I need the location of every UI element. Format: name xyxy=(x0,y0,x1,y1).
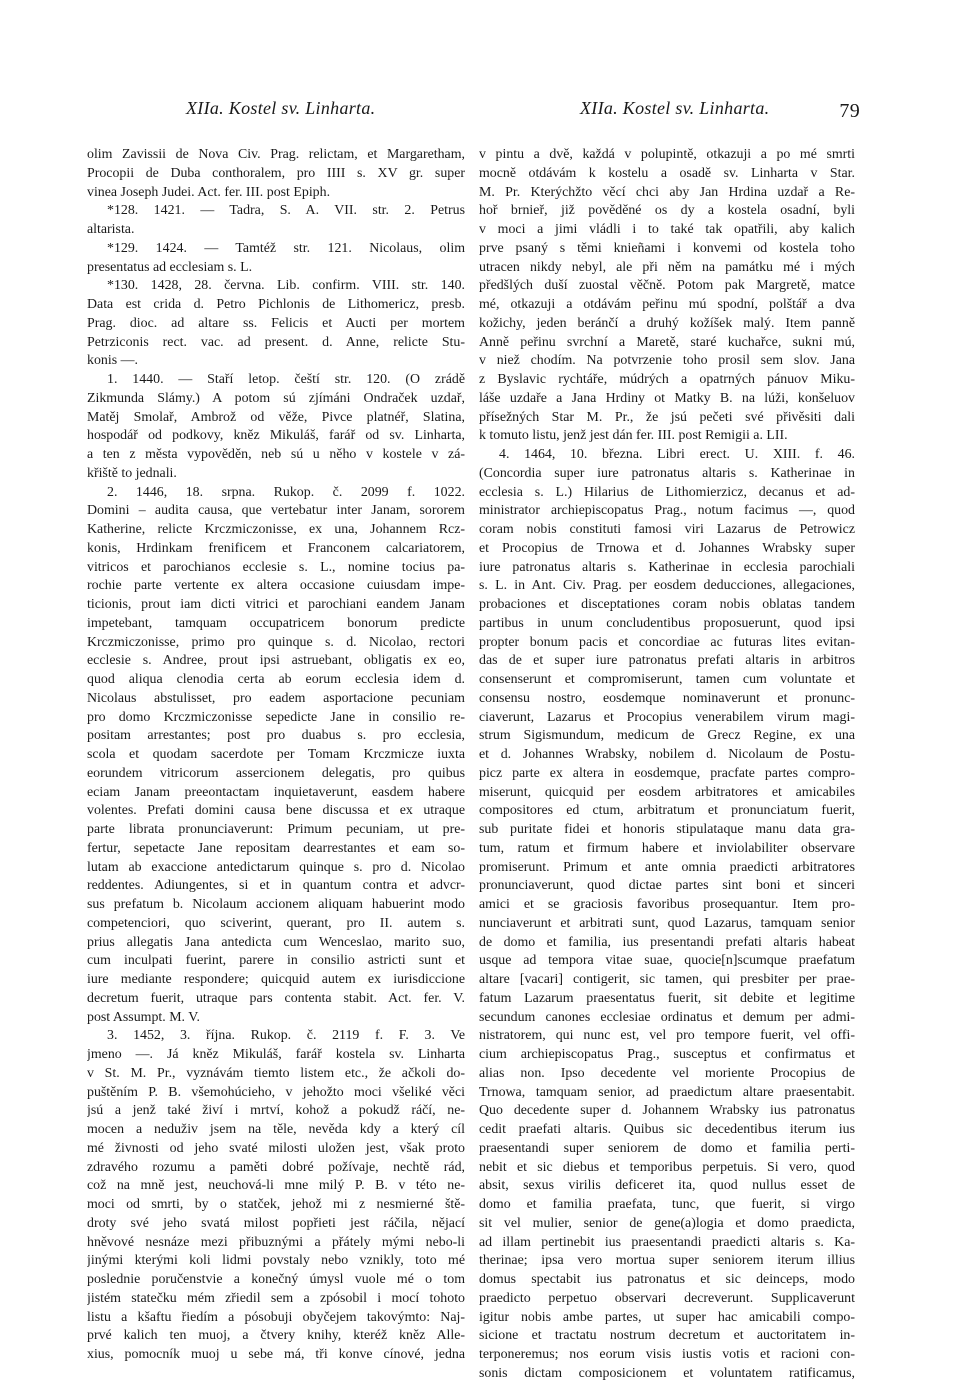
text-line: impetebant, tamquam occupatricem bonorum predicte xyxy=(87,615,465,631)
text-line: pro domo Krczmiczonisse sepedicte Jane in consilio re- xyxy=(87,709,465,725)
text-line: sus prefatum b. Nicolaum accionem aliquam habuerint modo xyxy=(87,897,465,912)
text-line: sicione et tractatu nostrum decretum et auctoritatem in- xyxy=(479,1328,855,1344)
text-line: scola et quodam sacerdote per Tomam Krczmicze iuxta xyxy=(87,747,465,762)
text-line: amici et se graciosis favoribus prosequantur. Item pro- xyxy=(479,897,855,912)
text-line: probaciones et disceptationes coram nobis oblatas tandem xyxy=(479,597,855,612)
text-line: secundum canones ecclesiae ordinatus et demum per admi- xyxy=(479,1009,855,1025)
text-line: křiště to jednali. xyxy=(87,465,177,481)
text-line: Nicolaus abstulisset, pro eadem asportacione pecuniam xyxy=(87,690,465,706)
text-line: sub puritate fidei et honoris stipulataque manu data gra- xyxy=(479,822,855,837)
text-line: z Byslavic rychtáře, múdrých a opatrných pánuov Miku- xyxy=(479,372,855,387)
text-line: promiserunt. Primum et ante omnia praedicti arbitratores xyxy=(479,859,855,875)
text-line: mocně otdávám k kostelu a osadě sv. Linharta v Star. xyxy=(479,165,855,181)
text-line: v moci a jimi vládli i to také tak opatřili, aby kalich xyxy=(479,222,855,237)
text-line: igitur nobis ambe partes, ut super hac amicabili compo- xyxy=(479,1309,855,1325)
text-line: lutam ab exaccione antedictarum quinque s. pro d. Nicolao xyxy=(87,859,465,875)
text-line: competenciori, quo sciverint, querant, pro II. autem s. xyxy=(87,915,465,931)
right-text-column xyxy=(479,146,855,1384)
text-line: puštěním P. B. všemohúcieho, v jehožto moci všeliké věci xyxy=(87,1084,465,1100)
text-line: 2. 1446, 18. srpna. Rukop. č. 2099 f. 1022. xyxy=(107,484,465,500)
text-line: Prag. dioc. ad altare ss. Felicis et Aucti per mortem xyxy=(87,315,465,331)
text-line: presentatus ad ecclesiam s. L. xyxy=(87,259,253,275)
text-line: Matěj Smolař, Ambrož od věže, Pivce platnéř, Slatina, xyxy=(87,409,465,425)
text-line: ciaverunt, Lazarus et Procopius venerabilem virum magi- xyxy=(479,709,855,725)
text-line: domo et familia praefata, tunc, que fuerit, si virgo xyxy=(479,1197,855,1212)
text-line: *128. 1421. — Tadra, S. A. VII. str. 2. Petrus xyxy=(107,203,465,219)
text-line: prvé kalich ten muoj, a čtvery knihy, kteréž kněz Alle- xyxy=(87,1328,465,1344)
text-line: coram nobis constituti famosi viri Lazarus de Petrowicz xyxy=(479,522,855,537)
text-line: therinae; ipsa vero mortua super seniorem iterum illius xyxy=(479,1253,855,1269)
text-line: konis, Hrdinkam frenificem et Franconem calcariatorem, xyxy=(87,540,465,556)
text-line: miserunt, quicquid per eosdem arbitratores et amicabiles xyxy=(479,784,855,800)
text-line: de domo et familia, ius presentandi prefati altaris habeat xyxy=(479,934,855,950)
text-line: olim Zavissii de Nova Civ. Prag. relictam, et Margaretham, xyxy=(87,147,465,162)
text-line: domus spectabit ius patronatus et sic deinceps, modo xyxy=(479,1272,855,1287)
text-line: (Concordia super iure patronatus altaris s. Katherinae in xyxy=(479,465,855,481)
text-line: a ten z města vypověděn, neb sú u něho v kostele v zá- xyxy=(87,447,465,462)
text-line: 3. 1452, 3. října. Rukop. č. 2119 f. F. 3. Ve xyxy=(107,1028,465,1044)
text-line: předšlých duší zuostal věčně. Potom pak Margretě, matce xyxy=(479,278,855,294)
text-line: jmeno —. Já kněz Mikuláš, farář kostela sv. Linharta xyxy=(87,1047,465,1062)
text-line: altare [vacari] contigerit, sic tamen, qui presbiter per prae- xyxy=(479,972,855,987)
text-line: k tomuto listu, jenž jest dán fer. III. post Remigii a. LII. xyxy=(479,428,788,444)
text-line: nistratorem, qui nunc est, vel pro tempore fuerit, vel offi- xyxy=(479,1028,855,1044)
text-line: Zikmunda Slámy.) A potom sú zjímáni Ondraček uzdař, xyxy=(87,390,465,406)
text-line: s. L. in Ant. Civ. Prag. per eosdem deducciones, allegaciones, xyxy=(479,578,855,594)
text-line: ecclesie s. Andree, prout ipsi astruebant, obligatis ex eo, xyxy=(87,653,465,669)
text-line: sit vel mulier, senior de gene(a)logia et domo praedicta, xyxy=(479,1215,855,1231)
text-line: jsú a jenž také živí i mrtví, kohož a pokudž ráčí, ne- xyxy=(87,1103,465,1119)
text-line: mé, otkazuji a otdávám peřinu mú spodní, polštář a dva xyxy=(479,297,855,312)
text-line: zdravého rozumu a paměti dobré požívaje, nechtě rád, xyxy=(87,1159,465,1175)
text-line: fatum Lazarum praesentatus fuerit, sit debite et legitime xyxy=(479,990,855,1006)
text-line: sonis dictam composicionem et voluntatem ratificamus, xyxy=(479,1365,855,1381)
text-line: přísežných Star M. Pr., že jsú pečeti své přivěsiti dali xyxy=(479,409,855,425)
text-line: jinými kterými koli lidmi povstaly nebo vznikly, toto mé xyxy=(87,1253,465,1269)
text-line: Quo decedente super d. Johannem Wrabsky ius patronatus xyxy=(479,1103,855,1119)
text-line: das de et super iure patronatus prefati altaris in arbitros xyxy=(479,653,855,669)
text-line: nebit et sic diebus et temporibus perpetuis. Si vero, quod xyxy=(479,1159,855,1175)
text-line: et d. Johannes Wrabsky, nobilem d. Nicolaum de Postu- xyxy=(479,747,855,762)
text-line: Domini – audita causa, que vertebatur inter Janam, sororem xyxy=(87,503,465,519)
text-line: post Assumpt. M. V. xyxy=(87,1009,200,1025)
text-line: droty své jeho svatá milost popřieti jest ráčila, nějací xyxy=(87,1215,465,1231)
text-line: což na mně jest, neuchová-li mne milý P. B. v této ne- xyxy=(87,1178,465,1194)
text-line: mocen a neduživ jsem na těle, nevěda kdy a který cíl xyxy=(87,1122,465,1137)
running-header xyxy=(86,98,860,128)
text-line: cedit praefati altaris. Quibus sic decedentibus iterum ius xyxy=(479,1122,855,1137)
text-line: usque ad tempora vitae suae, quocie[n]scumque praefatum xyxy=(479,953,855,969)
text-line: Anně peřinu svrchní a Maretě, staré kuchařce, sukni mú, xyxy=(479,334,855,350)
text-line: Krczmiczonisse, primo pro quinque s. d. Nicolao, rectori xyxy=(87,634,465,650)
text-line: pronunciaverunt, quod dictae partes sint boni et sinceri xyxy=(479,878,855,894)
text-line: fertur, sepetacte Jane repositam dearrestantes et eam so- xyxy=(87,840,465,856)
text-line: positam arrestantes; post pro duabus s. pro ecclesia, xyxy=(87,728,465,744)
text-line: xius, pomocník muoj u sebe má, tři konve cínové, jedna xyxy=(87,1347,465,1362)
text-line: utracen nikdy nebyl, ale při něm na památku mé i mých xyxy=(479,259,855,275)
text-line: volentes. Prefati domini causa bene discussa et ex utraque xyxy=(87,803,465,819)
text-line: vinea Joseph Judei. Act. fer. III. post Epiph. xyxy=(87,184,331,200)
text-line: hospodář od podkovy, kněz Mikuláš, farář od sv. Linharta, xyxy=(87,428,465,444)
text-line: et Procopius de Trnowa et d. Johannes Wrabsky super xyxy=(479,540,855,556)
left-text-column xyxy=(87,146,465,1365)
text-line: kožichy, jeden beránčí a druhý kožíšek malý. Item panně xyxy=(479,315,855,331)
text-line: hněvové nesnáze mezi přibuznými a přátely mými nebo-li xyxy=(87,1234,465,1250)
text-line: ad illam pertinebit ius praesentandi praedicti altaris s. Ka- xyxy=(479,1234,855,1250)
text-line: reddentes. Adiungentes, si et in quantum contra et advcr- xyxy=(87,878,465,894)
text-line: hoř brnieř, již pověděné os dy a kostela osadní, byli xyxy=(479,203,855,219)
text-line: terponeremus; nos eorum visis iustis votis et racioni con- xyxy=(479,1347,855,1362)
text-line: cium archiepiscopatus Prag., susceptus et confirmatus et xyxy=(479,1047,855,1062)
text-line: picz parte ex altera in eosdemque, pracfate partes compro- xyxy=(479,765,855,781)
text-line: prve psaný s těmi knieñami i konvemi od kostela toho xyxy=(479,240,855,256)
text-line: *129. 1424. — Tamtéž str. 121. Nicolaus, olim xyxy=(107,240,465,256)
text-line: quod aliqua clenodia certa ab eorum ecclesia idem d. xyxy=(87,672,465,687)
text-line: Procopii de Duba conthoralem, pro IIII s. XV gr. super xyxy=(87,165,465,181)
text-line: consenserunt et compromiserunt, tamen cum voluntate et xyxy=(479,672,855,687)
text-line: listu a kšaftu řiedím a pósobuji obyčejem takovýmto: Naj- xyxy=(87,1309,465,1325)
text-line: absit, sexus virilis deficeret ita, quod nullus esset de xyxy=(479,1178,855,1194)
text-line: altarista. xyxy=(87,222,135,237)
text-line: alias non. Ipso decedente vel moriente Procopius de xyxy=(479,1065,855,1081)
text-line: nunciaverunt et arbitrati sunt, quod Lazarus, tamquam senior xyxy=(479,915,855,931)
text-line: compositores ed ctum, arbitratum et pronunciatum fuerit, xyxy=(479,803,855,819)
text-line: eorundem vitricorum assercionem delegatis, pro quibus xyxy=(87,765,465,781)
text-line: tum, ratum et firmum habere et inviolabiliter observare xyxy=(479,840,855,856)
text-line: v niež chodím. Na potvrzenie toho prosil sem slov. Jana xyxy=(479,353,855,369)
text-line: praedicto perpetuo observari decreverunt. Supplicaverunt xyxy=(479,1290,855,1306)
text-line: ministrator archiepiscopatus Prag., notum facimus —, quod xyxy=(479,503,855,519)
text-line: v pintu a dvě, každá v polupintě, otkazuji a po mé smrti xyxy=(479,147,855,162)
text-line: ecclesia s. L.) Hilarius de Lithomierzicz, decanus et ad- xyxy=(479,484,855,500)
running-title-left: XIIa. Kostel sv. Linharta. xyxy=(186,98,376,118)
text-line: mé živnosti od jeho svaté milosti uložen jest, však proto xyxy=(87,1140,465,1156)
text-line: praesentandi super seniorem de domo et familia perti- xyxy=(479,1140,855,1156)
text-line: *130. 1428, 28. června. Lib. confirm. VIII. str. 140. xyxy=(107,278,465,294)
text-line: strum Sigismundum, medicum de Grecz Regine, ex una xyxy=(479,728,855,744)
text-line: vitricos et parochianos ecclesie s. L., nomine tocius pa- xyxy=(87,559,465,575)
text-line: láše uzdaře a Jana Hrdiny ot Matky B. na lúži, konšeluov xyxy=(479,390,855,406)
text-line: Petrziconis rect. vac. ad present. d. Anne, relicte Stu- xyxy=(87,334,465,350)
text-line: parte librata pronunciaverunt: Primum pecuniam, ut pre- xyxy=(87,822,465,837)
text-line: decretum fuerit, utraque pars contenta stabit. Act. fer. V. xyxy=(87,990,465,1006)
text-line: consensu nostro, eosdemque nominaverunt et pronunc- xyxy=(479,690,855,706)
text-line: 1. 1440. — Staří letop. čeští str. 120. (O zrádě xyxy=(107,372,465,387)
text-line: rochie parte vertente ex altera occasione cuiusdam impe- xyxy=(87,578,465,594)
text-line: Data est crida d. Petro Pichlonis de Lithomericz, presb. xyxy=(87,297,465,312)
text-line: partibus in unum concludentibus proposuerunt, quod ipsi xyxy=(479,615,855,631)
text-line: M. Pr. Kterýchžto věcí chci aby Jan Hrdina uzdař a Re- xyxy=(479,184,855,200)
text-line: iure patronatus altaris s. Katherinae in ecclesia parochiali xyxy=(479,559,855,575)
text-line: Trnowa, tamquam senior, ad praedictum altare praesentabit. xyxy=(479,1084,855,1100)
text-line: propter bonum pacis et concordiae ac futuras lites evitan- xyxy=(479,634,855,650)
page-number: 79 xyxy=(839,100,860,122)
text-line: moci od smrti, by o statček, jehož mi z nesmierné ště- xyxy=(87,1197,465,1212)
text-line: eciam Janam preeontactam inquietaverunt, easdem habere xyxy=(87,784,465,800)
text-line: ticionis, prout iam dicti vitrici et parochiani eandem Janam xyxy=(87,597,465,612)
text-line: iure mediante respondere; quicquid autem ex iurisdiccione xyxy=(87,972,465,987)
text-line: konis —. xyxy=(87,353,138,369)
text-line: poslednie poručenstvie a konečný úmysl vuole mé o tom xyxy=(87,1272,465,1287)
text-line: Katherine, relicte Krczmiczonisse, ex una, Johannem Rcz- xyxy=(87,522,465,537)
text-line: v St. M. Pr., vyznávám tiemto listem etc., že ačkoli do- xyxy=(87,1065,465,1081)
text-line: jistém statečku mém zřiedil sem a zpósobil i mocí tohoto xyxy=(87,1290,465,1306)
text-line: cum inculpati fuerint, parere in consilio astricti sunt et xyxy=(87,953,465,969)
text-line: 4. 1464, 10. března. Libri erect. U. XIII. f. 46. xyxy=(499,447,855,462)
text-line: prius allegatis Jana antedicta cum Wenceslao, marito suo, xyxy=(87,934,465,950)
running-title-right: XIIa. Kostel sv. Linharta. xyxy=(580,98,770,118)
